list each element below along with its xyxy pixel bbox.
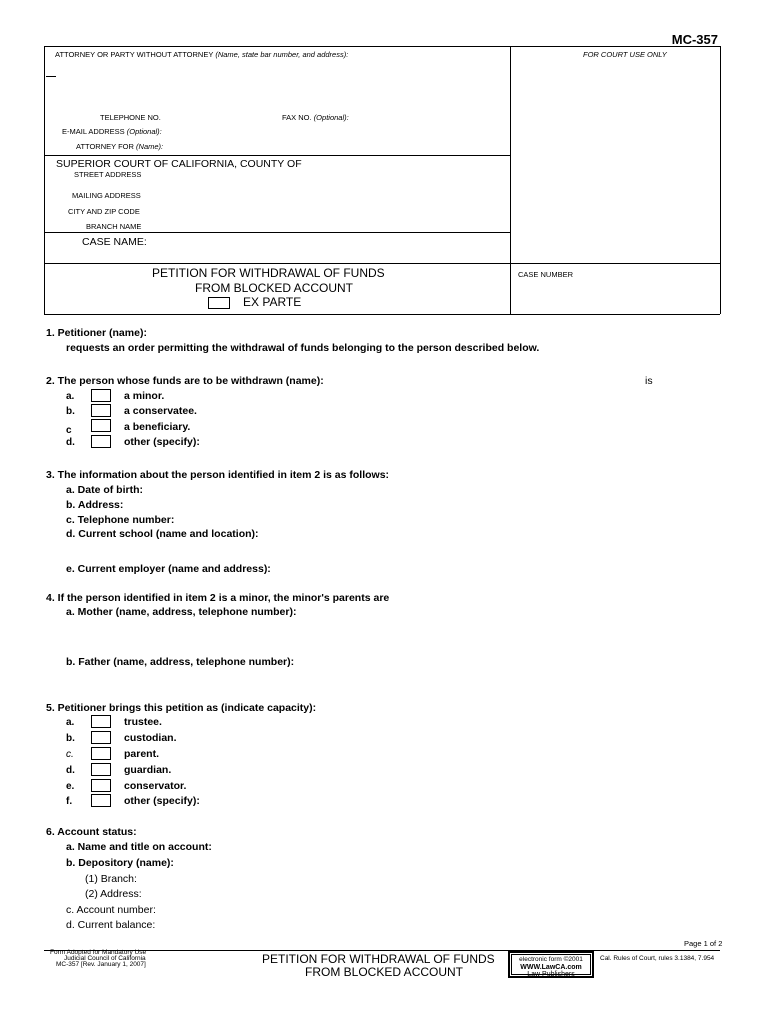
item5-c-checkbox[interactable]: [91, 747, 111, 760]
email-label: [62, 127, 162, 136]
item4-heading: 4. If the person identified in item 2 is a minor, the minor's parents are: [46, 592, 390, 604]
item5-a-label: trustee.: [124, 716, 162, 728]
item5-f-label: other (specify):: [124, 795, 200, 807]
item3-employer: e. Current employer (name and address):: [66, 563, 271, 575]
court-use-label: [583, 50, 667, 59]
lawca-site[interactable]: WWW.LawCA.com: [520, 963, 582, 971]
footer-title-line1: PETITION FOR WITHDRAWAL OF FUNDS: [262, 952, 495, 966]
item5-f-letter: f.: [66, 796, 73, 807]
item2-is-label: is: [645, 375, 653, 387]
item6-depository: b. Depository (name):: [66, 857, 174, 869]
header-court-line: [44, 155, 510, 156]
header-top-border: [44, 46, 720, 47]
item6-name-title: a. Name and title on account:: [66, 841, 212, 853]
fax-label: [282, 113, 349, 122]
publisher-label: Law Publishers: [527, 971, 575, 978]
item5-c-letter: c.: [66, 749, 74, 760]
item5-c-label: parent.: [124, 748, 160, 760]
item5-b-letter: b.: [66, 733, 75, 744]
lawca-box: [508, 951, 594, 978]
item2-b-checkbox[interactable]: [91, 404, 111, 417]
form-id: MC-357: [671, 32, 718, 47]
header-right-border: [720, 46, 721, 314]
adopted-3: MC-357 [Rev. January 1, 2007]: [56, 961, 146, 968]
adopted-1: Form Adopted for Mandatory Use: [50, 949, 147, 956]
item5-a-checkbox[interactable]: [91, 715, 111, 728]
header-bottom-border: [44, 314, 720, 315]
ex-parte-label: EX PARTE: [243, 295, 302, 309]
court-use-text: FOR COURT USE ONLY: [583, 50, 667, 59]
ex-parte-checkbox[interactable]: [208, 297, 230, 309]
header-divider: [510, 46, 511, 314]
item2-b-label: a conservatee.: [124, 405, 197, 417]
item5-b-checkbox[interactable]: [91, 731, 111, 744]
fax-text: FAX NO.: [282, 113, 312, 122]
item6-address: (2) Address:: [85, 888, 142, 900]
header-casename-line: [44, 232, 510, 233]
item3-phone: c. Telephone number:: [66, 514, 175, 526]
attorney-label: [55, 50, 348, 59]
footer-title-line2: FROM BLOCKED ACCOUNT: [305, 965, 464, 979]
item5-e-checkbox[interactable]: [91, 779, 111, 792]
header-left-border: [44, 46, 45, 314]
branch-name-label: BRANCH NAME: [86, 222, 142, 231]
fax-hint: (Optional):: [313, 113, 349, 122]
item1-heading: 1. Petitioner (name):: [46, 327, 147, 339]
item1-text: requests an order permitting the withdrawal of funds belonging to the person described below.: [66, 342, 540, 354]
page-number: Page 1 of 2: [684, 939, 723, 948]
lawca-box-inner: [511, 954, 591, 978]
city-zip-label: CITY AND ZIP CODE: [68, 207, 140, 216]
item3-dob: a. Date of birth:: [66, 484, 144, 496]
item2-d-letter: d.: [66, 437, 75, 448]
item2-d-checkbox[interactable]: [91, 435, 111, 448]
item3-school: d. Current school (name and location):: [66, 528, 259, 540]
petition-title-line1: PETITION FOR WITHDRAWAL OF FUNDS: [152, 266, 385, 280]
email-text: E-MAIL ADDRESS: [62, 127, 125, 136]
item2-heading: 2. The person whose funds are to be withdrawn (name):: [46, 375, 324, 387]
item2-c-checkbox[interactable]: [91, 419, 111, 432]
court-rules: Cal. Rules of Court, rules 3.1384, 7.954: [600, 955, 715, 962]
item2-b-letter: b.: [66, 406, 75, 417]
case-number-label: CASE NUMBER: [518, 270, 574, 279]
item2-a-label: a minor.: [124, 390, 165, 402]
item6-balance: d. Current balance:: [66, 919, 156, 931]
case-name-label: CASE NAME:: [82, 236, 147, 248]
item2-a-letter: a.: [66, 391, 75, 402]
item6-account-number: c. Account number:: [66, 904, 156, 916]
adopted-2: Judicial Council of California: [64, 955, 146, 962]
attorney-for-label: [76, 142, 163, 151]
petition-title-line2: FROM BLOCKED ACCOUNT: [195, 281, 354, 295]
item5-d-checkbox[interactable]: [91, 763, 111, 776]
eform-label: electronic form ©2001: [519, 956, 583, 963]
item6-branch: (1) Branch:: [85, 873, 137, 885]
item2-c-letter: c: [66, 425, 72, 436]
attorney-label-text: ATTORNEY OR PARTY WITHOUT ATTORNEY: [55, 50, 214, 59]
item4-father: b. Father (name, address, telephone number):: [66, 656, 295, 668]
mailing-address-label: MAILING ADDRESS: [72, 191, 141, 200]
email-hint: (Optional):: [126, 127, 162, 136]
item5-d-letter: d.: [66, 765, 75, 776]
street-address-label: STREET ADDRESS: [74, 170, 142, 179]
attorney-mark: [46, 76, 56, 77]
item3-heading: 3. The information about the person identified in item 2 is as follows:: [46, 469, 390, 481]
item6-heading: 6. Account status:: [46, 826, 137, 838]
item5-a-letter: a.: [66, 717, 75, 728]
item2-d-label: other (specify):: [124, 436, 200, 448]
item2-a-checkbox[interactable]: [91, 389, 111, 402]
item5-e-label: conservator.: [124, 780, 187, 792]
item5-e-letter: e.: [66, 781, 75, 792]
item5-heading: 5. Petitioner brings this petition as (indicate capacity):: [46, 702, 317, 714]
item5-f-checkbox[interactable]: [91, 794, 111, 807]
attorney-for-text: ATTORNEY FOR: [76, 142, 134, 151]
item4-mother: a. Mother (name, address, telephone number):: [66, 606, 297, 618]
court-name: SUPERIOR COURT OF CALIFORNIA, COUNTY OF: [56, 158, 302, 170]
attorney-label-hint: (Name, state bar number, and address):: [215, 50, 349, 59]
item5-b-label: custodian.: [124, 732, 177, 744]
item5-d-label: guardian.: [124, 764, 172, 776]
attorney-for-hint: (Name):: [136, 142, 164, 151]
item3-address: b. Address:: [66, 499, 124, 511]
telephone-label: TELEPHONE NO.: [100, 113, 161, 122]
item2-c-label: a beneficiary.: [124, 421, 191, 433]
header-title-line: [44, 263, 720, 264]
